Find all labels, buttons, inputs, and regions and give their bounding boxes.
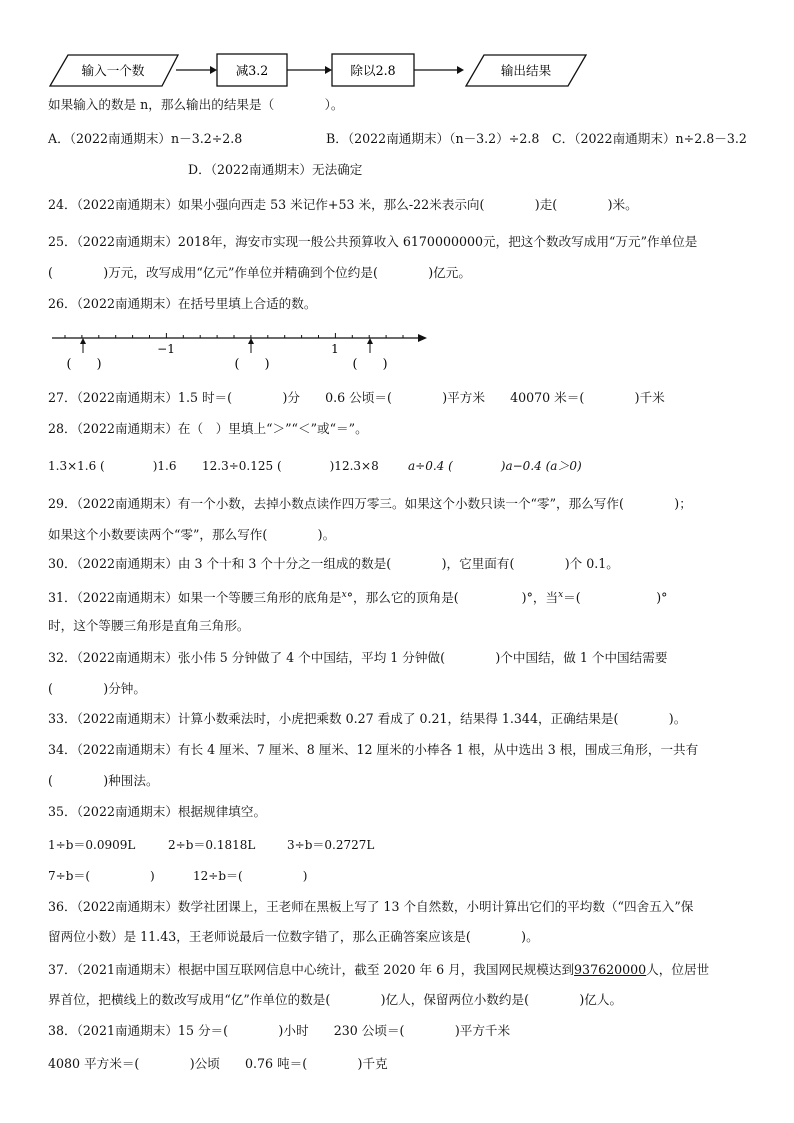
q35-row2-a: 7÷b＝( ) <box>48 869 155 883</box>
q31-part-c: ＝( )° <box>563 590 668 606</box>
flowchart <box>0 0 794 100</box>
q28-expr-2: 12.3÷0.125 ( )12.3×8 <box>202 459 379 473</box>
number-line-blank-3[interactable]: ( ) <box>352 356 388 371</box>
flowchart-step1-label: 减3.2 <box>235 63 269 78</box>
q29-line1: 29．（2022南通期末）有一个小数，去掉小数点读作四万零三。如果这个小数只读一个“零”，那么写作( )； <box>48 496 692 511</box>
q38-line2: 4080 平方米＝( )公顷 0.76 吨＝( )千克 <box>48 1056 388 1071</box>
q28-expr-3: a÷0.4 ( )a−0.4 (a＞0) <box>408 459 582 473</box>
pointer-arrow-icon <box>248 338 254 353</box>
q31-line1 <box>48 587 667 606</box>
number-line-blank-2[interactable]: ( ) <box>234 356 270 371</box>
q36-line1: 36．（2022南通期末）数学社团课上，王老师在黑板上写了 13 个自然数，小明计算出它们的平均数（“四舍五入”保 <box>48 899 694 914</box>
q31-var-x-2: x <box>558 590 564 600</box>
q37-part-a: 37．（2021南通期末）根据中国互联网信息中心统计，截至 2020 年 6 月，我国网民规模达到 <box>48 962 575 977</box>
flowchart-output-label: 输出结果 <box>500 63 552 78</box>
pointer-arrow-icon <box>367 338 373 353</box>
number-line <box>0 325 794 375</box>
q35-row2-b: 12÷b＝( ) <box>193 869 308 883</box>
q25-line2: ( )万元，改写成用“亿元”作单位并精确到个位约是( )亿元。 <box>48 265 471 280</box>
q25-line1: 25．（2022南通期末）2018年，海安市实现一般公共预算收入 6170000000元，把这个数改写成用“万元”作单位是 <box>48 234 698 249</box>
q30-text: 30．（2022南通期末）由 3 个十和 3 个十分之一组成的数是( )，它里面有( )个 0.1。 <box>48 556 619 571</box>
q28-stem: 28．（2022南通期末）在（ ）里填上“＞”“＜”或“＝”。 <box>48 421 368 436</box>
q37-part-b: 人，位居世 <box>646 962 710 977</box>
arrow-right-icon <box>457 66 464 74</box>
tick-label-neg1: −1 <box>157 342 175 356</box>
q31-var-x: x <box>341 590 347 600</box>
arrow-right-icon <box>418 334 427 342</box>
flowchart-step2-label: 除以2.8 <box>350 63 396 78</box>
q31-part-b: °，那么它的顶角是( )°，当 <box>346 590 559 606</box>
q34-line1: 34．（2022南通期末）有长 4 厘米、7 厘米、8 厘米、12 厘米的小棒各 1 根，从中选出 3 根，围成三角形，一共有 <box>48 742 699 757</box>
q37-underlined-number: 937620000 <box>574 962 647 977</box>
q23-stem: 如果输入的数是 n，那么输出的结果是（ ）。 <box>48 97 344 112</box>
q23-option-d: D．（2022南通期末）无法确定 <box>188 162 363 177</box>
q32-line2: ( )分钟。 <box>48 681 146 696</box>
q35-row1-b: 2÷b＝0.1818L <box>168 838 256 852</box>
q28-expr-1: 1.3×1.6 ( )1.6 <box>48 459 177 473</box>
number-line-blank-1[interactable]: ( ) <box>66 356 102 371</box>
q37-line1 <box>48 962 709 978</box>
q23-option-a: A．（2022南通期末）n－3.2÷2.8 <box>48 131 243 146</box>
q27-text: 27．（2022南通期末）1.5 时＝( )分 0.6 公顷＝( )平方米 40070 米＝( )千米 <box>48 390 665 405</box>
q23-option-c: C．（2022南通期末）n÷2.8－3.2 <box>552 131 747 146</box>
q37-line2: 界首位，把横线上的数改写成用“亿”作单位的数是( )亿人，保留两位小数约是( )亿人。 <box>48 992 623 1007</box>
arrow-right-icon <box>325 66 332 74</box>
q34-line2: ( )种围法。 <box>48 773 159 788</box>
q35-row1-a: 1÷b＝0.0909L <box>48 838 136 852</box>
number-line-ticks <box>65 333 420 338</box>
arrow-right-icon <box>210 66 217 74</box>
q31-part-a: 31．（2022南通期末）如果一个等腰三角形的底角是 <box>48 590 342 606</box>
q23-option-b: B．（2022南通期末）（n－3.2）÷2.8 <box>326 131 540 146</box>
q35-stem: 35．（2022南通期末）根据规律填空。 <box>48 804 267 819</box>
q31-line2: 时，这个等腰三角形是直角三角形。 <box>48 618 250 633</box>
tick-label-1: 1 <box>331 342 339 356</box>
q26-stem: 26．（2022南通期末）在括号里填上合适的数。 <box>48 296 317 311</box>
q32-line1: 32．（2022南通期末）张小伟 5 分钟做了 4 个中国结，平均 1 分钟做( )个中国结，做 1 个中国结需要 <box>48 650 668 665</box>
q35-row1-c: 3÷b＝0.2727L <box>287 838 375 852</box>
flowchart-input-label: 输入一个数 <box>81 63 145 78</box>
q33-text: 33．（2022南通期末）计算小数乘法时，小虎把乘数 0.27 看成了 0.21，结果得 1.344，正确结果是( )。 <box>48 711 687 726</box>
q29-line2: 如果这个小数要读两个“零”，那么写作( )。 <box>48 527 336 542</box>
q24-text: 24．（2022南通期末）如果小强向西走 53 米记作+53 米，那么-22米表示向( )走( )米。 <box>48 197 638 212</box>
q38-line1: 38．（2021南通期末）15 分＝( )小时 230 公顷＝( )平方千米 <box>48 1023 511 1038</box>
pointer-arrow-icon <box>80 338 86 353</box>
q36-line2: 留两位小数）是 11.43，王老师说最后一位数字错了，那么正确答案应该是( )。 <box>48 929 539 944</box>
